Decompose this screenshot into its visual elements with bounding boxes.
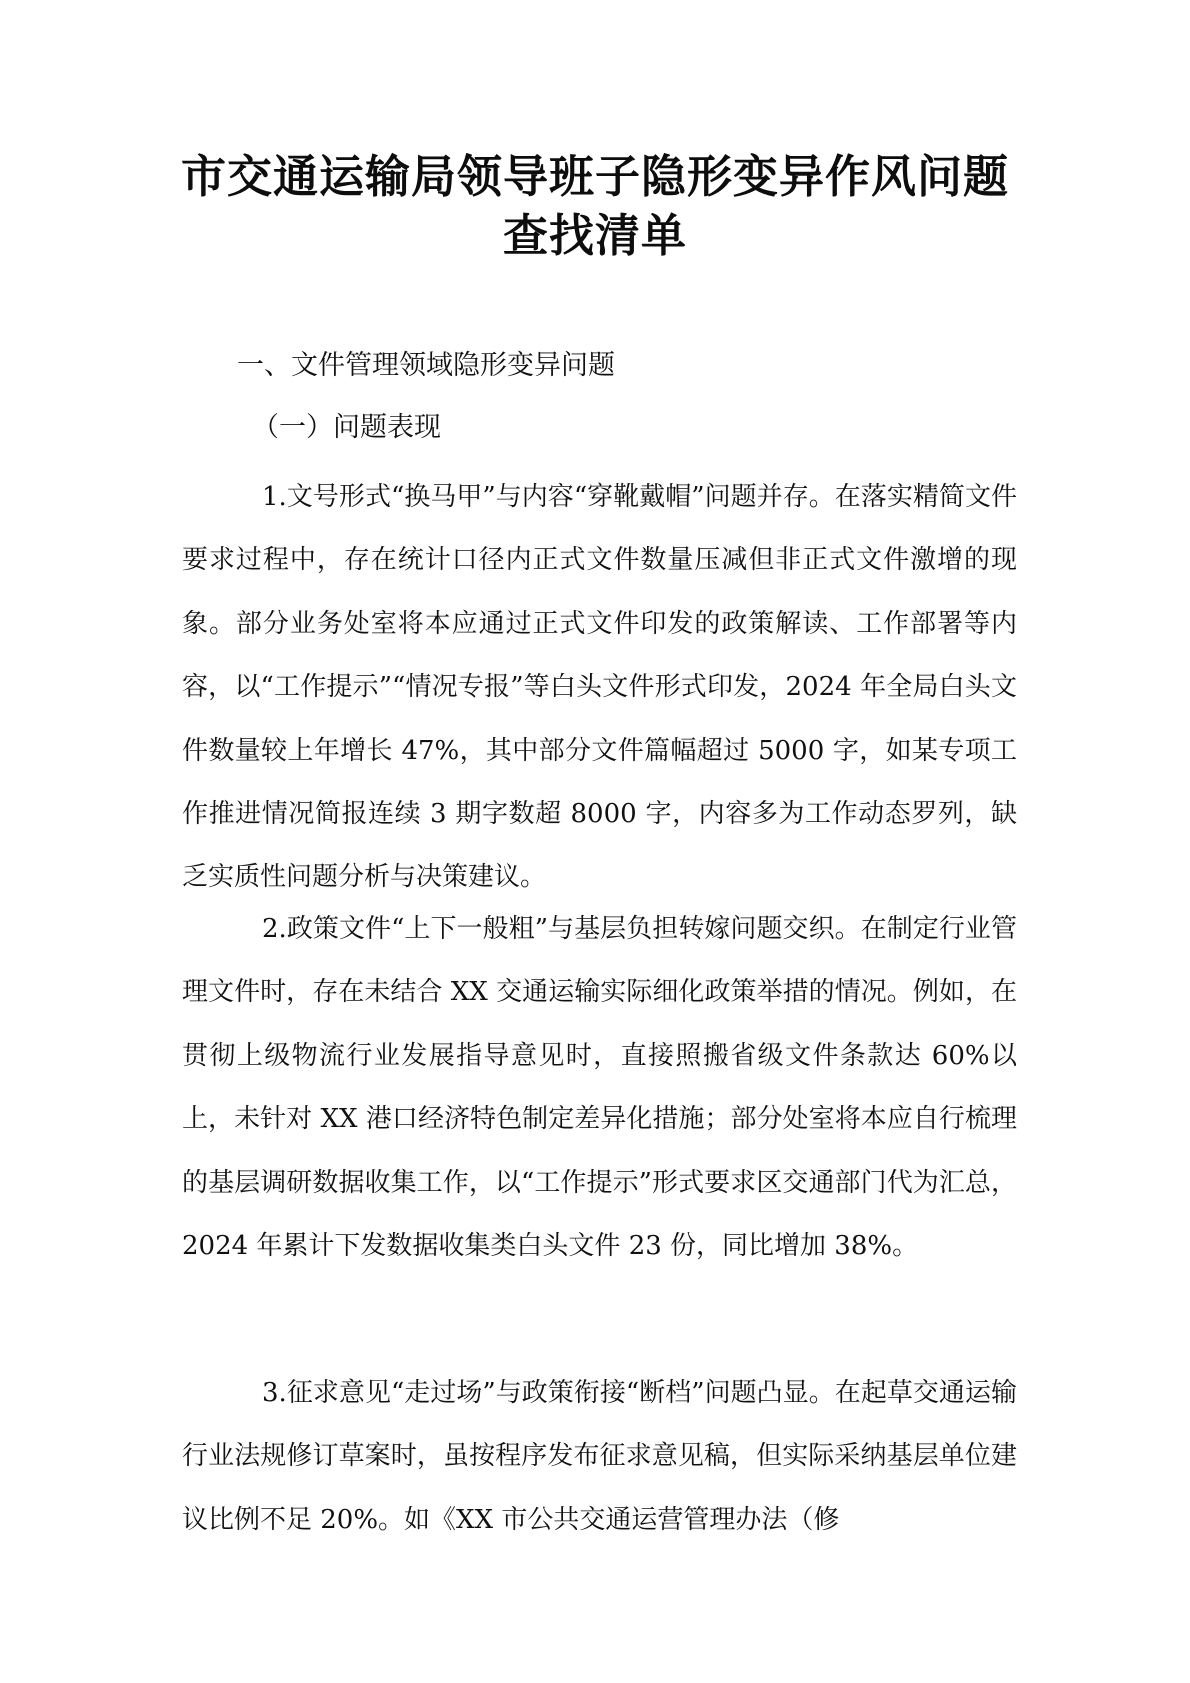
document-title-line-2: 查找清单 xyxy=(502,209,687,262)
paragraph-3: 3.征求意见“走过场”与政策衔接“断档”问题凸显。在起草交通运输行业法规修订草案时，虽按程序发布征求意见稿，但实际采纳基层单位建议比例不足 20%。如《XX 市公共交通运营管理办法（修 xyxy=(182,1378,1017,1535)
document-title-line-1: 市交通运输局领导班子隐形变异作风问题 xyxy=(180,150,1009,203)
paragraph-1: 1.文号形式“换马甲”与内容“穿靴戴帽”问题并存。在落实精简文件要求过程中，存在统计口径内正式文件数量压减但非正式文件激增的现象。部分业务处室将本应通过正式文件印发的政策解读、工作部署等内容，以“工作提示”“情况专报”等白头文件形式印发，2024 年全局白头文件数量较上年增长 47%，其中部分文件篇幅超过 5000 字，如某专项工作推进情况简报连续 3 期字数超 8000 字，内容多为工作动态罗列，缺乏实质性问题分析与决策建议。 xyxy=(182,482,1017,893)
paragraph-2: 2.政策文件“上下一般粗”与基层负担转嫁问题交织。在制定行业管理文件时，存在未结合 XX 交通运输实际细化政策举措的情况。例如，在贯彻上级物流行业发展指导意见时，直接照搬省级文件条款达 60%以上，未针对 XX 港口经济特色制定差异化措施；部分处室将本应自行梳理的基层调研数据收集工作，以“工作提示”形式要求区交通部门代为汇总，2024 年累计下发数据收集类白头文件 23 份，同比增加 38%。 xyxy=(182,914,1017,1262)
subsection-heading: （一）问题表现 xyxy=(252,412,441,443)
section-heading: 一、文件管理领域隐形变异问题 xyxy=(237,350,615,381)
